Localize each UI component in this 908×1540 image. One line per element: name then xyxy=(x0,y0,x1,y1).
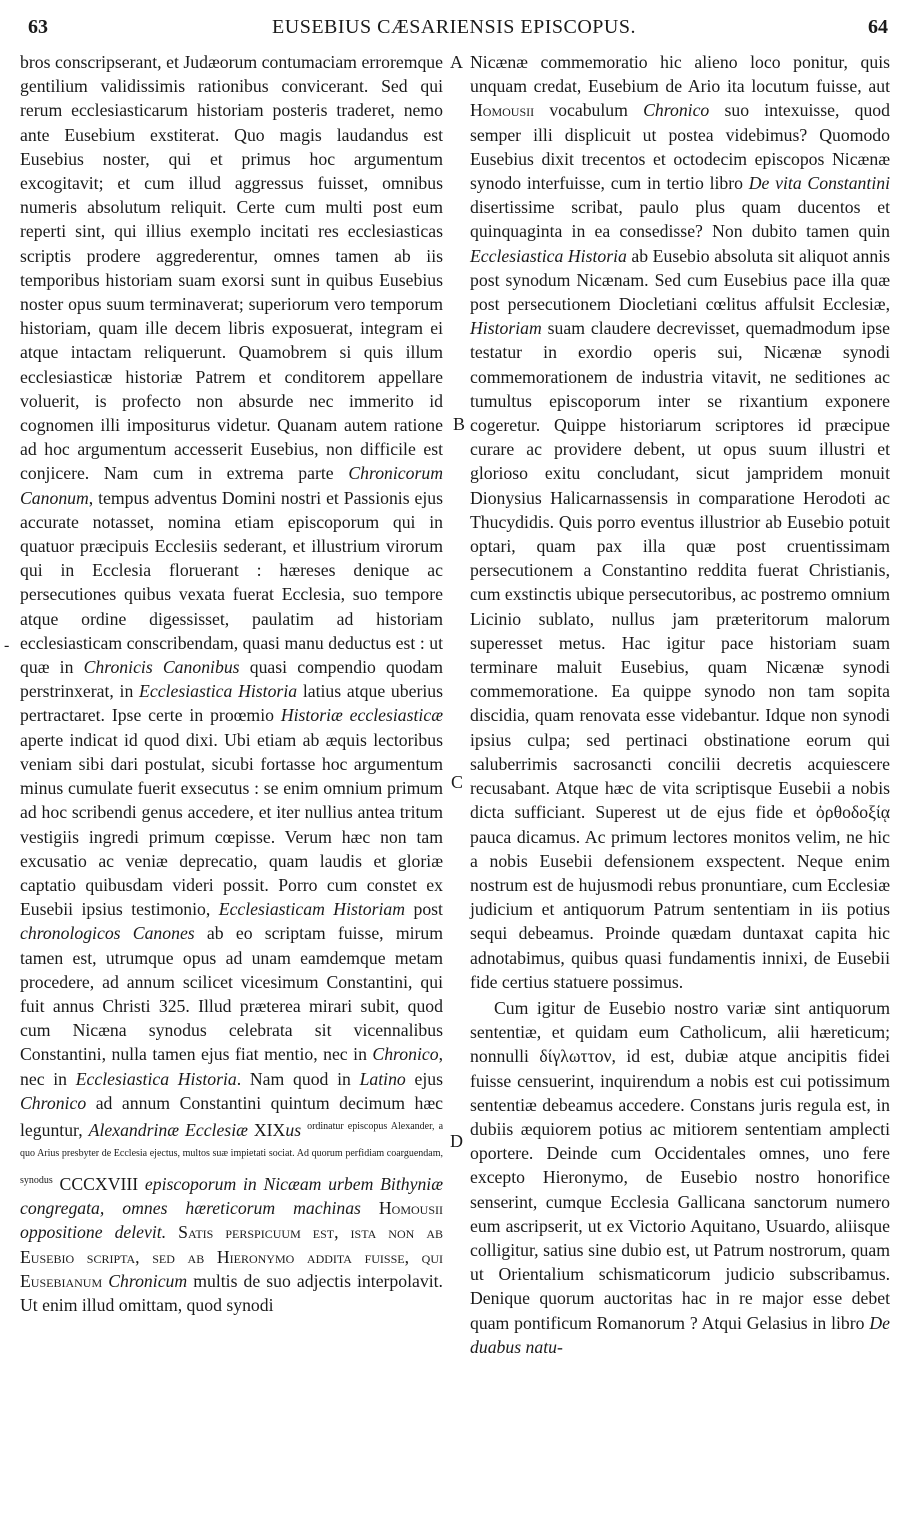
italic-run: Ecclesiastica Historia xyxy=(470,245,627,266)
text-run: Homousii xyxy=(470,100,535,121)
text-run: ad annum Constantini quintum decimum hæc leguntur, xyxy=(20,1092,443,1140)
text-run: , nec in xyxy=(20,1044,443,1089)
italic-run: Ecclesiastica Historia xyxy=(139,681,298,702)
italic-run: Ecclesiasticam Historiam xyxy=(218,899,406,920)
text-run: Homousii xyxy=(360,1198,444,1219)
margin-dash: - xyxy=(4,637,10,654)
text-run: quasi compendio quodam perstrinxerat, in xyxy=(20,657,443,702)
italic-run: Chronicum xyxy=(108,1270,188,1291)
italic-run: Historiam xyxy=(470,318,542,339)
right-column xyxy=(470,50,890,1359)
italic-run: Latino xyxy=(359,1068,406,1089)
italic-run: Chronico xyxy=(643,100,710,121)
italic-run: us xyxy=(285,1119,302,1140)
italic-run: chronologicos Canones xyxy=(20,923,195,944)
text-run: bros conscripserant, et Judæorum contumaciam erroremque gentilium validissimis rationibus convicerant. Sed qui rerum ecclesiasticarum historiam posteris traderet, nemo ante Eusebium exstiterat. Quo magis laudandus est Eusebius noster, qui et primus hoc argumentum excogitavit; et cum illud aggressus fuisset, omnibus numeris absolutum reliquit. Certe cum multi post eum reperti sint, qui illius exemplo incitati res ecclesiasticas scriptis prodere aggrederentur, omnes tamen ab iis temporibus historiam suam exorsi sunt in quibus Eusebius noster opus suum terminaverat; superiorum vero temporum historiam, quam ille decem libris exposuerat, integram ei atque intactam reliquerunt. Quamobrem si quis illum ecclesiasticæ historiæ Patrem et conditorem appellare voluerit, is profecto non absurde nec immerito id cognomen illi impositurus videtur. Quanam autem ratione ad hoc argumentum accesserit Eusebius, non difficile est conjicere. Nam cum in extrema parte xyxy=(20,52,443,484)
section-marker-d: D xyxy=(450,1131,463,1151)
italic-run: Ecclesiastica Historia xyxy=(75,1068,237,1089)
italic-run: Chronicis Canonibus xyxy=(83,657,240,678)
text-run: Cum igitur de Eusebio nostro variæ sint antiquorum sententiæ, et quidam eum Catholicum, alii hæreticum; nonnulli δίγλωττον, id est, dubiæ atque ancipitis fidei fuisse censuerint, inquirendum a nobis est cui potissimum sententiæ debeamus accedere. Constans juris regula est, in dubiis æquiorem potius ac mitiorem sententiam amplecti oportere. Deinde cum Occidentales omnes, uno fere excepto Hieronymo, de Eusebio nostro honorifice senserint, cumque Ecclesia Gallicana sanctorum numero eum ascripserit, ut ex Victorio Aquitano, Usuardo, aliisque colligitur, satius sine dubio est, ut Patrum nostrorum, quam ut Orientalium schismaticorum judicio subscribamus. Denique quorum auctoritas hac in re major esse debet quam pontificum Romanorum ? Atqui Gelasius in libro xyxy=(470,997,890,1333)
text-run: CCCXVIII xyxy=(52,1174,145,1195)
italic-run: Historiæ ecclesiasticæ xyxy=(280,705,443,726)
running-title: EUSEBIUS CÆSARIENSIS EPISCOPUS. xyxy=(272,16,636,38)
italic-run: Chronico xyxy=(372,1044,439,1065)
section-marker-c: C xyxy=(451,772,464,792)
italic-run: De duabus natu- xyxy=(470,1312,890,1357)
page-number-left: 63 xyxy=(28,16,48,38)
text-run: latius atque uberius pertractaret. Ipse certe in proœmio xyxy=(20,681,443,726)
text-run: Satis perspicuum est, ista non ab Eusebio scripta, sed ab Hieronymo addita fuisse, qui Eusebianum xyxy=(20,1222,443,1291)
text-run: Nicænæ commemoratio hic alieno loco ponitur, quis unquam credat, Eusebium de Ario ita locutum fuisse, aut xyxy=(470,52,890,97)
italic-run: oppositione delevit. xyxy=(20,1222,167,1243)
right-paragraph-1 xyxy=(470,50,890,994)
text-run: ejus xyxy=(405,1068,443,1089)
text-run: ab eo scriptam fuisse, mirum tamen est, utrumque opus ad unam eamdemque metam procedere, ad annum scilicet vicesimum Constantini, qui fuit annus Christi 325. Illud præterea mirari subit, quod cum Nicæna synodus celebrata sit vicennalibus Constantini, nulla tamen ejus fiat mentio, nec in xyxy=(20,923,443,1065)
left-column xyxy=(20,50,443,1317)
italic-run: Chronicorum Canonum xyxy=(20,463,443,508)
text-run: suam claudere decrevisset, quemadmodum ipse testatur in exordio operis sui, Nicænæ synodi commemorationem de industria vitavit, ne seditiones ac tumultus episcoporum inter se rixantium exponere cogeretur. Quippe historiarum scriptores id præcipue curare ac providere debent, ut opus suum illustri et glorioso exitu concludant, sicut jampridem monuit Dionysius Halicarnassensis in comparatione Herodoti ac Thucydidis. Quis porro eventus illustrior ab Eusebio potuit optari, quam pax illa quæ post cruentissimam persecutionem a Constantino reddita fuerat Christianis, cum exstinctis ubique persecutoribus, ac postremo omnium Licinio sublato, nullus jam præteritorum malorum superesset metus. Hac igitur pace historiam suam terminare maluit Eusebius, quam Nicænæ synodi commemoratione. Ea quippe synodo non tam sopita discidia, quam renovata esse videbantur. Idque non synodi ipsius culpa; sed pertinaci obstinatione eorum qui saluberrimis sacrosancti concilii decretis acquiescere recusabant. Atque hæc de vita scriptisque Eusebii a nobis dicta sufficiant. Superest ut de ejus fide et ὀρθοδοξίᾳ pauca dicamus. Ac primum lectores monitos velim, ne hic a nobis Eusebii defensionem exspectent. Neque enim nostrum est de hujusmodi rebus pronuntiare, cum Ecclesiæ judicium et antiquorum Patrum sententiam in iis potius sequi debeamus. Proinde quædam duntaxat capita hic adnotabimus, quibus quasi fundamentis innixi, de Eusebii fide certius statuere possimus. xyxy=(470,318,890,992)
text-run: post xyxy=(405,899,443,920)
text-run: suo intexuisse, quod semper illi displicuit ut postea videbimus? Quomodo Eusebius dixit trecentos et octodecim episcopos Nicænæ synodo interfuisse, cum in tertio libro xyxy=(470,100,890,194)
text-run: multis de suo adjectis interpolavit. Ut enim illud omittam, quod synodi xyxy=(20,1270,443,1316)
text-run: ab Eusebio absoluta sit aliquot annis post synodum Nicænam. Sed cum Eusebius pace illa quæ post persecutionem Diocletiani cœlitus affulsit Ecclesiæ, xyxy=(470,245,891,315)
text-run: . Nam quod in xyxy=(236,1068,360,1089)
right-paragraph-2 xyxy=(470,996,890,1359)
text-run: XIX xyxy=(247,1119,286,1140)
superscript: ordinatur episcopus Alexander, a quo Arius presbyter de Ecclesia ejectus, multos suæ impietati sociat. Ad quorum perfidiam coarguendam, synodus xyxy=(20,1120,444,1187)
text-run: vocabulum xyxy=(534,100,644,121)
italic-run: De vita Constantini xyxy=(748,173,890,194)
text-run: aperte indicat id quod dixi. Ubi etiam ab æquis lectoribus veniam sibi dari postulat, sicubi fortasse hoc argumentum minus cumulate fuerit exsecutus : se enim omnium primum ad hoc scribendi genus accedere, et iter nullius antea tritum vestigiis ingredi primum cœpisse. Verum hæc non tam excusatio ac veniæ deprecatio, quam laudis et gloriæ captatio quibusdam videri possit. Porro cum constet ex Eusebii ipsius testimonio, xyxy=(20,729,443,920)
section-marker-b: B xyxy=(453,414,466,434)
page-number-right: 64 xyxy=(868,16,888,38)
italic-run: Alexandrinæ Ecclesiæ xyxy=(88,1119,248,1140)
text-run: , tempus adventus Domini nostri et Passionis ejus accurate notasset, nomina etiam episcoporum qui in quatuor præcipuis Ecclesiis sederant, et illustrium virorum qui in Ecclesia floruerant : hæreses denique ac persecutiones quibus vexata fuerat Ecclesia, suo tempore atque ordine digessisset, paulatim ad historiam ecclesiasticam conscribendam, quasi manu deductus est : ut quæ in xyxy=(20,487,443,678)
section-marker-a: A xyxy=(450,52,463,72)
text-run: disertissime scribat, paulo plus quam ducentos et quinquaginta in ea consedisse? Non dubito tamen quin xyxy=(470,197,890,242)
italic-run: episcoporum in Nicæam urbem Bithyniæ congregata, omnes hæreticorum machinas xyxy=(20,1174,443,1219)
italic-run: Chronico xyxy=(20,1092,87,1113)
left-paragraph-1 xyxy=(20,50,443,1317)
